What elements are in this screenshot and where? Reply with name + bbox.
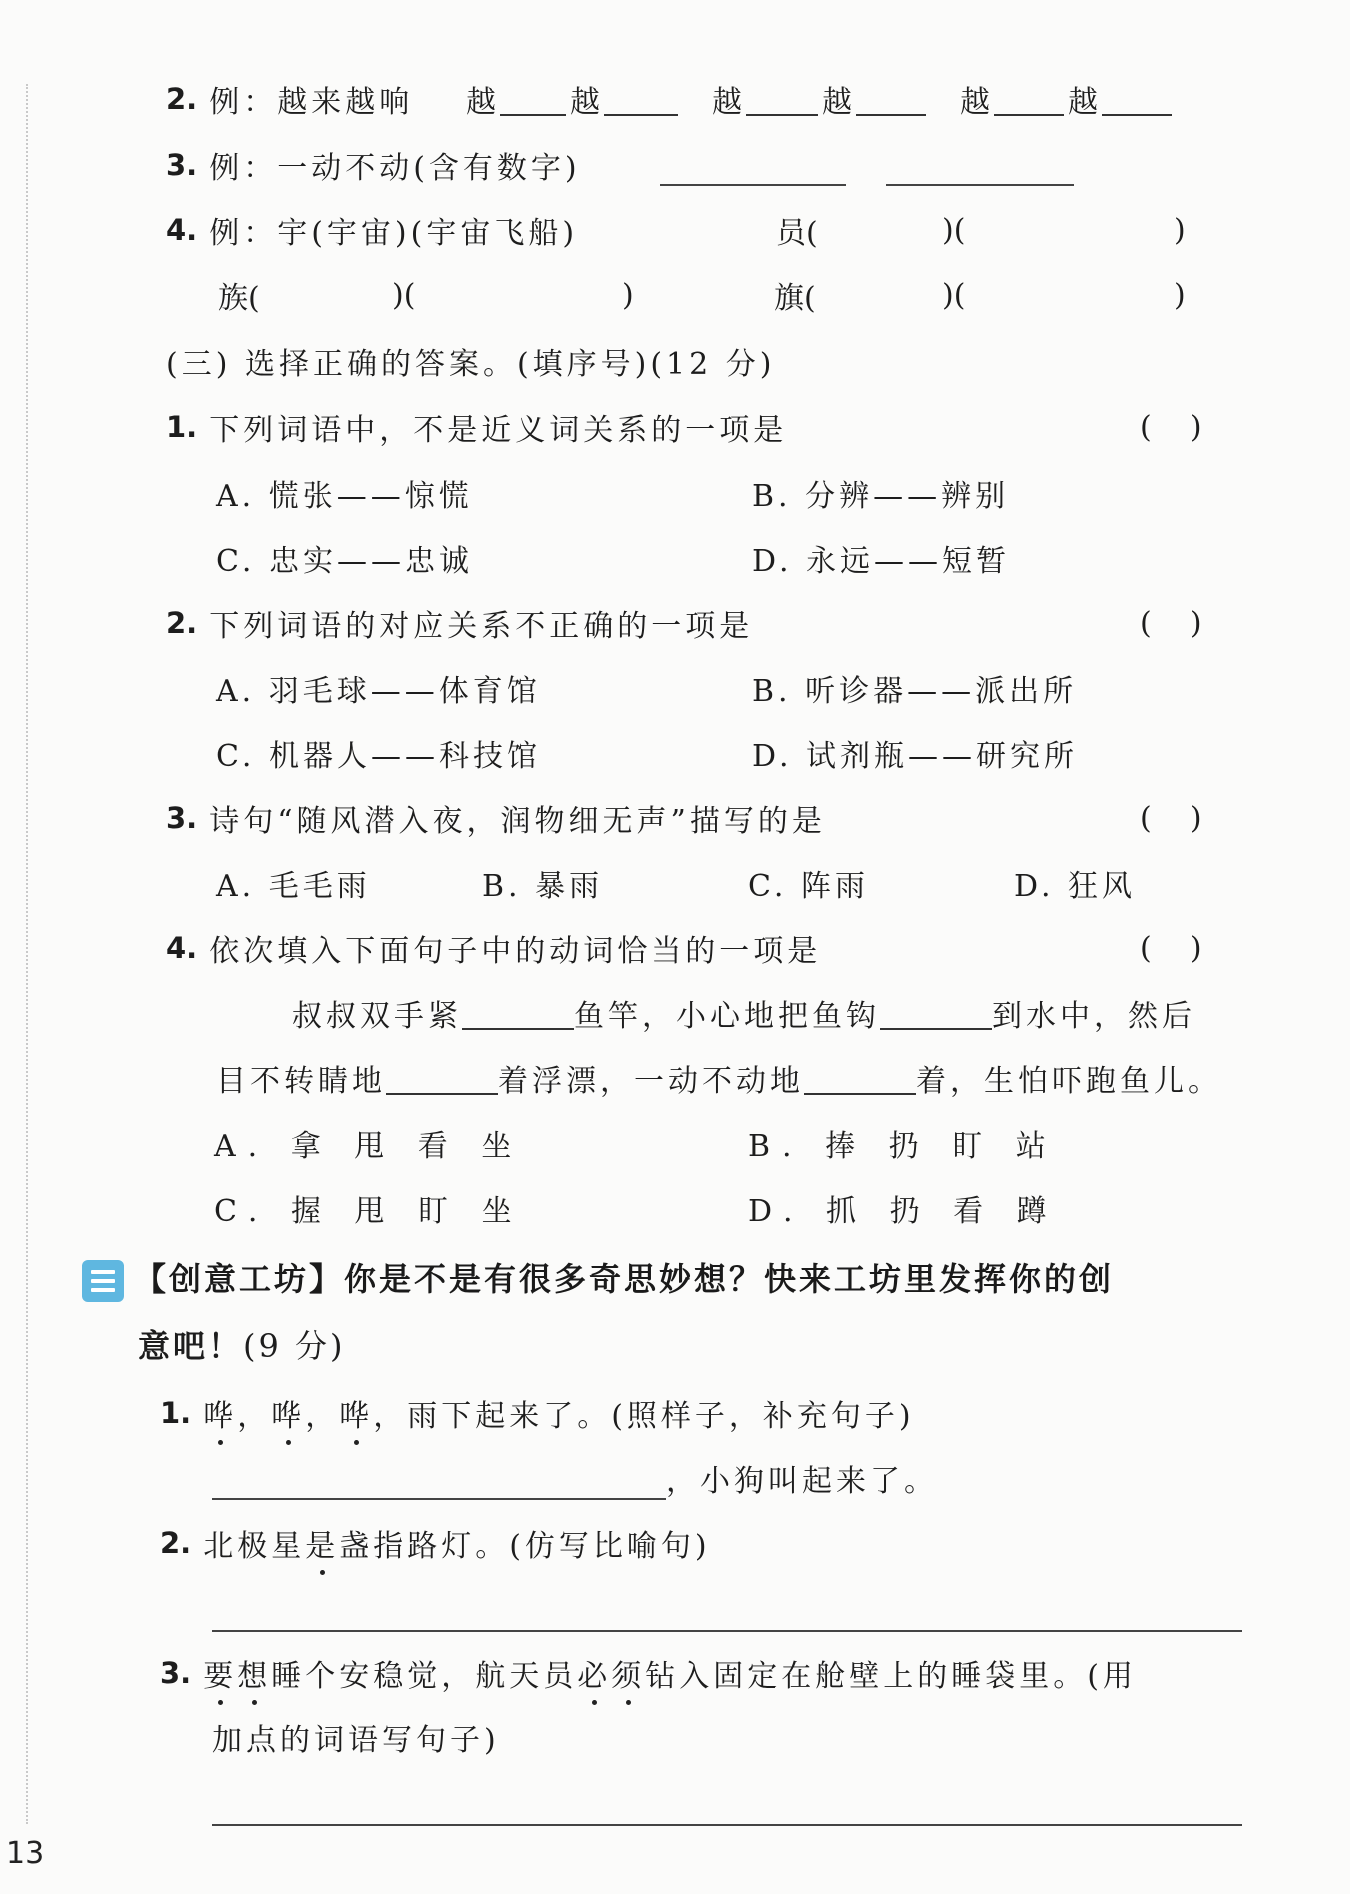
mc-q4-option-d[interactable]: D. 抓 扔 看 蹲	[748, 1194, 1059, 1229]
creative-q2: 2. 北极星 是 盏指路灯。(仿写比喻句)	[160, 1520, 711, 1566]
mc-q4-passage-line1: 叔叔双手紧 鱼竿，小心地把鱼钩 到水中，然后	[292, 990, 1196, 1036]
section-title-cont: 意吧！(9 分)	[138, 1327, 346, 1365]
page-number: 13	[6, 1836, 45, 1871]
mc-q3-option-a[interactable]: A. 毛毛雨	[216, 869, 371, 904]
mc-q1-option-d[interactable]: D. 永远——短暂	[752, 544, 1011, 579]
mc-q3-option-d[interactable]: D. 狂风	[1014, 869, 1137, 904]
mc-q1-stem: 1. 下列词语中，不是近义词关系的一项是	[166, 410, 788, 448]
word-q2-blanks: 越 越 越 越 越 越	[466, 76, 1172, 122]
margin-guide	[26, 84, 28, 1824]
creative-q1-suffix: ，小狗叫起来了。	[666, 1464, 938, 1499]
answer-blank[interactable]	[604, 82, 678, 116]
word-q4-qi: 旗( )( )	[774, 277, 1186, 316]
answer-blank[interactable]	[746, 82, 818, 116]
mc-q1-option-b[interactable]: B. 分辨——辨别	[752, 479, 1010, 514]
section-number-icon	[82, 1260, 124, 1302]
word-q4: 4. 例：宇(宇宙)(宇宙飞船)	[166, 213, 579, 251]
mc-q3-stem: 3. 诗句“随风潜入夜，润物细无声”描写的是	[166, 801, 826, 839]
mc-q2-option-a[interactable]: A. 羽毛球——体育馆	[216, 674, 541, 709]
answer-blank[interactable]	[386, 1061, 498, 1095]
mc-q4-passage-line2: 目不转睛地 着浮漂，一动不动地 着，生怕吓跑鱼儿。	[216, 1055, 1222, 1101]
mc-q2-option-d[interactable]: D. 试剂瓶——研究所	[752, 739, 1079, 774]
answer-blank[interactable]	[500, 82, 566, 116]
answer-line[interactable]	[660, 184, 846, 186]
answer-paren[interactable]: ( )	[1140, 931, 1202, 966]
mc-q2-option-b[interactable]: B. 听诊器——派出所	[752, 674, 1078, 709]
mc-q4-option-b[interactable]: B. 捧 扔 盯 站	[748, 1129, 1058, 1164]
answer-blank[interactable]	[462, 996, 574, 1030]
answer-line[interactable]	[886, 184, 1074, 186]
creative-q3-line2: 加点的词语写句子)	[212, 1723, 500, 1758]
mc-q4-stem: 4. 依次填入下面句子中的动词恰当的一项是	[166, 931, 822, 969]
word-q4-yuan: 员( )( )	[776, 212, 1186, 251]
mc-q3-option-b[interactable]: B. 暴雨	[482, 869, 604, 904]
word-q3: 3. 例：一动不动(含有数字)	[166, 148, 581, 186]
answer-blank[interactable]	[856, 82, 926, 116]
word-q2: 2. 例：越来越响	[166, 82, 414, 120]
creative-q3: 3. 要 想 睡个安稳觉，航天员 必 须 钻入固定在舱壁上的睡袋里。(用	[160, 1650, 1137, 1696]
part3-header: (三) 选择正确的答案。(填序号)(12 分)	[166, 347, 776, 382]
answer-line[interactable]	[212, 1498, 666, 1500]
section-title: 【创意工坊】你是不是有很多奇思妙想？快来工坊里发挥你的创	[134, 1260, 1115, 1298]
mc-q3-option-c[interactable]: C. 阵雨	[748, 869, 869, 904]
answer-line[interactable]	[212, 1630, 1242, 1632]
answer-paren[interactable]: ( )	[1140, 801, 1202, 836]
mc-q4-option-c[interactable]: C. 握 甩 盯 坐	[214, 1194, 524, 1229]
mc-q2-option-c[interactable]: C. 机器人——科技馆	[216, 739, 541, 774]
mc-q2-stem: 2. 下列词语的对应关系不正确的一项是	[166, 606, 754, 644]
answer-blank[interactable]	[880, 996, 992, 1030]
answer-paren[interactable]: ( )	[1140, 606, 1202, 641]
mc-q4-option-a[interactable]: A. 拿 甩 看 坐	[214, 1129, 524, 1164]
answer-blank[interactable]	[804, 1061, 916, 1095]
answer-line[interactable]	[212, 1824, 1242, 1826]
mc-q1-option-a[interactable]: A. 慌张——惊慌	[216, 479, 473, 514]
creative-q1: 1. 哗 ， 哗 ， 哗 ， 雨下起来了。(照样子，补充句子)	[160, 1390, 915, 1436]
answer-blank[interactable]	[1102, 82, 1172, 116]
word-q4-zu: 族( )( )	[218, 277, 634, 316]
answer-paren[interactable]: ( )	[1140, 410, 1202, 445]
answer-blank[interactable]	[994, 82, 1064, 116]
mc-q1-option-c[interactable]: C. 忠实——忠诚	[216, 544, 473, 579]
